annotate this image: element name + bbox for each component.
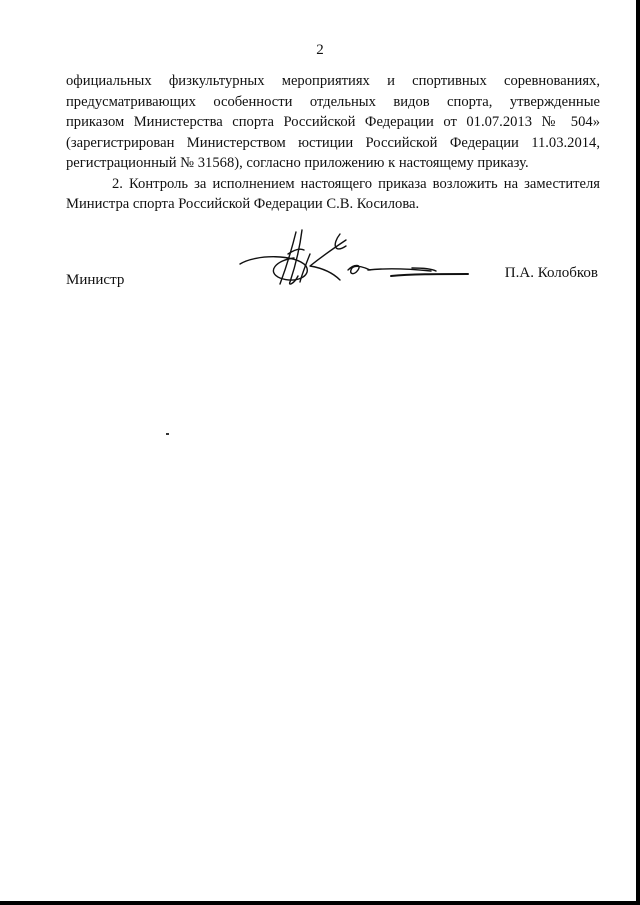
page-number: 2 <box>316 42 324 58</box>
paragraph-2-line-2: Министра спорта Российской Федерации С.В. Косилова. <box>66 196 420 212</box>
handwritten-signature <box>236 224 476 296</box>
scan-speck <box>166 433 169 435</box>
signer-name: П.А. Колобков <box>504 265 598 281</box>
paragraph-1-line-2: предусматривающих особенности отдельных видов спорта, утвержденные <box>66 93 600 110</box>
signer-title: Министр <box>66 272 125 288</box>
document-body <box>66 71 600 215</box>
paragraph-1-line-4: (зарегистрирован Министерством юстиции Российской Федерации 11.03.2014, <box>66 134 600 151</box>
paragraph-2-line-1: 2. Контроль за исполнением настоящего приказа возложить на заместителя <box>112 175 600 192</box>
paragraph-1-line-5: регистрационный № 31568), согласно приложению к настоящему приказу. <box>66 155 529 171</box>
paragraph-1-line-1: официальных физкультурных мероприятиях и спортивных соревнованиях, <box>66 73 600 89</box>
signature-block <box>0 224 640 304</box>
paragraph-1-line-3: приказом Министерства спорта Российской Федерации от 01.07.2013 № 504» <box>66 114 600 130</box>
